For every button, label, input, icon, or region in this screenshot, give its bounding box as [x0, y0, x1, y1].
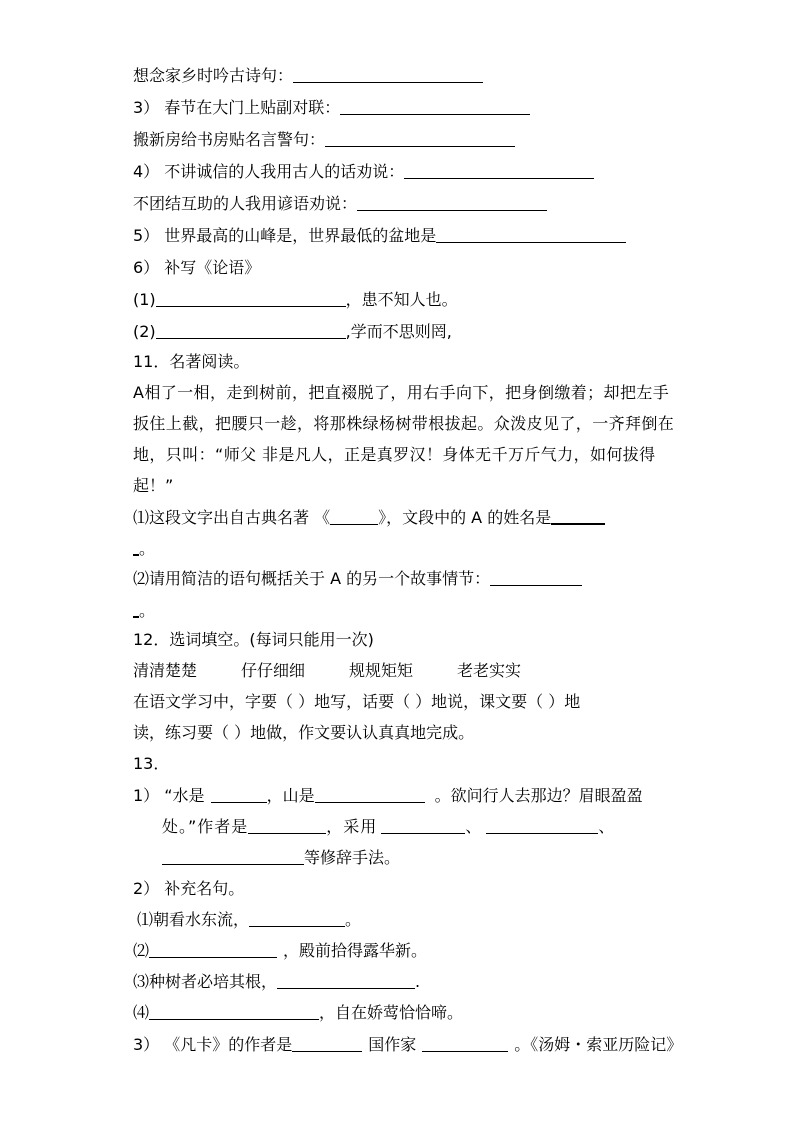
prompt-text: ⑶种树者必培其根， — [133, 972, 278, 991]
prompt-text: . — [415, 972, 421, 991]
prompt-text: 。《汤姆・索亚历险记》 — [514, 1035, 683, 1054]
answer-blank[interactable] — [315, 786, 425, 803]
prompt-text: 。 — [139, 539, 156, 558]
fill-sentence-1 — [133, 692, 580, 712]
prompt-text: 。欲问行人去那边？眉眼盈盈 — [434, 786, 643, 805]
passage-line-2 — [133, 414, 674, 434]
fill-sentence-2 — [133, 723, 474, 743]
prompt-text: ⑴这段文字出自古典名著 《 — [133, 508, 331, 527]
passage-line-4 — [133, 476, 173, 496]
prompt-text: ，采用 — [326, 817, 378, 836]
name-blank[interactable] — [551, 507, 605, 525]
prompt-text: ，殿前拾得露华新。 — [283, 941, 428, 960]
line-analects-2 — [133, 322, 452, 342]
rhetoric-blank[interactable] — [486, 817, 598, 834]
author-blank[interactable] — [248, 817, 326, 834]
prompt-text: 3） 春节在大门上贴副对联： — [133, 98, 341, 117]
subquestion-2 — [133, 569, 582, 589]
author-question — [133, 1035, 682, 1055]
answer-blank[interactable] — [149, 941, 277, 958]
poem-line-3 — [162, 848, 400, 868]
famous-line-3 — [133, 972, 420, 992]
question-13-title — [133, 754, 169, 774]
line-hometown-poem — [133, 66, 483, 86]
line-study-motto — [133, 130, 515, 150]
prompt-text: 》，文段中的 A 的姓名是 — [378, 508, 552, 527]
prompt-text: 搬新房给书房贴名言警句： — [133, 130, 326, 149]
prompt-text: ，患不知人也。 — [345, 290, 458, 309]
passage-line-3 — [133, 445, 656, 465]
answer-blank[interactable] — [357, 194, 547, 211]
line-honesty-advice — [133, 162, 594, 182]
answer-blank[interactable] — [340, 98, 530, 115]
prompt-text: 等修辞手法。 — [304, 848, 401, 867]
question-title: 13． — [133, 754, 170, 773]
prompt-text: 5） 世界最高的山峰是，世界最低的盆地是 — [133, 226, 437, 245]
passage-text: 扳住上截，把腰只一趁，将那株绿杨树带根拔起。众泼皮见了，一齐拜倒在 — [133, 414, 675, 433]
prompt-text: ，山是 — [266, 786, 315, 805]
prompt-text: 、 — [465, 817, 483, 836]
item-number: (1) — [133, 290, 156, 309]
prompt-text: ⑵请用简洁的语句概括关于 A 的另一个故事情节： — [133, 569, 491, 588]
line-spring-couplet — [133, 98, 530, 118]
poem-line-1 — [133, 786, 643, 806]
answer-blank[interactable] — [422, 1035, 508, 1052]
answer-blank[interactable] — [156, 290, 346, 307]
word-choice: 清清楚楚 — [133, 661, 198, 680]
prompt-text: 处。”作者是 — [162, 817, 249, 836]
word-choice: 规规矩矩 — [349, 661, 414, 680]
book-title-blank[interactable] — [330, 508, 378, 525]
prompt-text: 1） “水是 — [133, 786, 205, 805]
line-highest-peak — [133, 226, 626, 246]
answer-blank[interactable] — [404, 162, 594, 179]
prompt-text: 4） 不讲诚信的人我用古人的话劝说： — [133, 162, 405, 181]
item-number: (2) — [133, 322, 156, 341]
prompt-text: 国作家 — [368, 1035, 417, 1054]
prompt-text: 、 — [598, 817, 616, 836]
prompt-text: 在语文学习中，字要（ ）地写，话要（ ）地说，课文要（ ）地 — [133, 692, 581, 711]
subquestion-1-end — [133, 538, 155, 559]
answer-blank[interactable] — [293, 66, 483, 83]
plot-blank[interactable] — [490, 569, 582, 586]
answer-blank[interactable] — [436, 226, 626, 243]
prompt-text: ⑴朝看水东流， — [137, 910, 250, 929]
prompt-text: 3） 《凡卡》的作者是 — [133, 1035, 293, 1054]
answer-blank[interactable] — [149, 1003, 319, 1020]
prompt-text: 6） 补写《论语》 — [133, 258, 261, 277]
prompt-text: ,学而不思则罔, — [345, 322, 452, 341]
subquestion-2-end — [133, 600, 155, 621]
passage-text: 起！” — [133, 476, 174, 495]
question-title: 12．选词填空。(每词只能用一次) — [133, 630, 374, 649]
answer-blank[interactable] — [292, 1035, 362, 1052]
question-11-title — [133, 352, 249, 372]
answer-blank[interactable] — [325, 130, 515, 147]
line-analects-heading — [133, 258, 260, 278]
prompt-text: 不团结互助的人我用谚语劝说： — [133, 194, 358, 213]
line-unity-proverb — [133, 194, 547, 214]
famous-line-4 — [133, 1003, 463, 1023]
line-analects-1 — [133, 290, 458, 310]
passage-text: 地，只叫：“师父 非是凡人，正是真罗汉！身体无千万斤气力，如何拔得 — [133, 445, 656, 464]
question-12-title — [133, 630, 374, 650]
answer-blank[interactable] — [156, 322, 346, 339]
passage-line-1 — [133, 383, 669, 403]
answer-blank[interactable] — [277, 972, 415, 989]
prompt-text: ⑷ — [133, 1003, 150, 1022]
answer-blank[interactable] — [211, 786, 267, 803]
passage-text: A相了一相，走到树前，把直裰脱了，用右手向下，把身倒缴着；却把左手 — [133, 383, 670, 402]
poem-line-2 — [162, 817, 615, 837]
word-choices — [133, 661, 521, 681]
question-title: 11．名著阅读。 — [133, 352, 250, 371]
prompt-text: 想念家乡时吟古诗句： — [133, 66, 294, 85]
famous-line-2 — [133, 941, 427, 961]
rhetoric-blank[interactable] — [381, 817, 465, 834]
answer-blank[interactable] — [249, 910, 345, 927]
famous-line-1 — [137, 910, 361, 930]
prompt-text: 。 — [139, 601, 156, 620]
word-choice: 仔仔细细 — [241, 661, 306, 680]
prompt-text: 读，练习要（ ）地做，作文要认认真真地完成。 — [133, 723, 475, 742]
prompt-text: ，自在娇莺恰恰啼。 — [319, 1003, 464, 1022]
word-choice: 老老实实 — [457, 661, 522, 680]
prompt-text: ⑵ — [133, 941, 150, 960]
prompt-text: 。 — [345, 910, 362, 929]
rhetoric-blank[interactable] — [162, 848, 304, 865]
subquestion-1 — [133, 507, 605, 528]
famous-lines-heading — [133, 879, 244, 899]
prompt-text: 2） 补充名句。 — [133, 879, 245, 898]
